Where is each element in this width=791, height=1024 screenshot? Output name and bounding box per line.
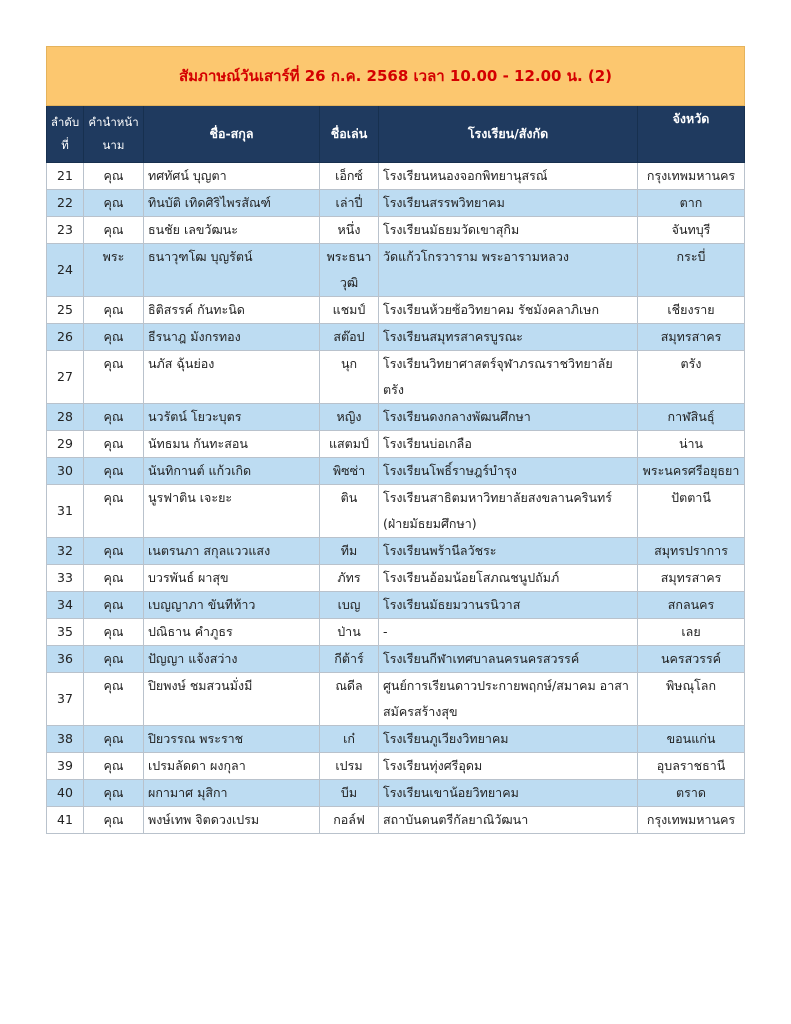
cell-school: โรงเรียนสรรพวิทยาคม	[379, 190, 638, 217]
table-row	[47, 244, 745, 297]
cell-prefix: คุณ	[84, 351, 144, 404]
table-row	[47, 297, 745, 324]
cell-nickname: แชมป์	[320, 297, 379, 324]
cell-nickname: ทีม	[320, 538, 379, 565]
cell-no: 28	[47, 404, 84, 431]
col-header-prefix: คำนำหน้านาม	[84, 106, 144, 163]
table-row	[47, 807, 745, 834]
cell-name: นภัส ฉุ้นย่อง	[144, 351, 320, 404]
page-title: สัมภาษณ์วันเสาร์ที่ 26 ก.ค. 2568 เวลา 10.00 - 12.00 น. (2)	[47, 47, 745, 106]
cell-prefix: คุณ	[84, 753, 144, 780]
cell-name: นวรัตน์ โยวะบุตร	[144, 404, 320, 431]
cell-no: 22	[47, 190, 84, 217]
cell-no: 30	[47, 458, 84, 485]
cell-prefix: คุณ	[84, 807, 144, 834]
cell-no: 35	[47, 619, 84, 646]
cell-no: 21	[47, 163, 84, 190]
cell-province: สมุทรสาคร	[638, 324, 745, 351]
table-row	[47, 619, 745, 646]
cell-nickname: กีต้าร์	[320, 646, 379, 673]
cell-name: ธิติสรรค์ กันทะนิด	[144, 297, 320, 324]
cell-province: ปัตตานี	[638, 485, 745, 538]
cell-name: ธนาวุฑโฒ บุญรัตน์	[144, 244, 320, 297]
cell-province: นครสวรรค์	[638, 646, 745, 673]
cell-school: ศูนย์การเรียนดาวประกายพฤกษ์/สมาคม อาสาสมัครสร้างสุข	[379, 673, 638, 726]
cell-no: 36	[47, 646, 84, 673]
header-row	[47, 106, 745, 163]
cell-name: ปัญญา แจ้งสว่าง	[144, 646, 320, 673]
cell-school: โรงเรียนทุ่งศรีอุดม	[379, 753, 638, 780]
col-header-name: ชื่อ-สกุล	[144, 106, 320, 163]
cell-prefix: คุณ	[84, 163, 144, 190]
table-row	[47, 646, 745, 673]
cell-no: 29	[47, 431, 84, 458]
cell-school: โรงเรียนบ่อเกลือ	[379, 431, 638, 458]
cell-no: 31	[47, 485, 84, 538]
cell-nickname: บีม	[320, 780, 379, 807]
cell-name: นัทธมน กันทะสอน	[144, 431, 320, 458]
cell-prefix: คุณ	[84, 565, 144, 592]
cell-province: เชียงราย	[638, 297, 745, 324]
cell-province: พิษณุโลก	[638, 673, 745, 726]
cell-province: ตรัง	[638, 351, 745, 404]
cell-province: ตราด	[638, 780, 745, 807]
table-row	[47, 163, 745, 190]
table-row	[47, 190, 745, 217]
cell-no: 37	[47, 673, 84, 726]
cell-name: ธีรนาฎ มังกรทอง	[144, 324, 320, 351]
table-row	[47, 753, 745, 780]
cell-province: กรุงเทพมหานคร	[638, 807, 745, 834]
table-row	[47, 673, 745, 726]
cell-name: ปณิธาน คำภูธร	[144, 619, 320, 646]
cell-school: โรงเรียนอ้อมน้อยโสภณชนูปถัมภ์	[379, 565, 638, 592]
cell-school: โรงเรียนกีฬาเทศบาลนครนครสวรรค์	[379, 646, 638, 673]
cell-school: โรงเรียนเขาน้อยวิทยาคม	[379, 780, 638, 807]
col-header-nickname: ชื่อเล่น	[320, 106, 379, 163]
cell-name: เนตรนภา สกุลแววแสง	[144, 538, 320, 565]
table-row	[47, 458, 745, 485]
cell-school: โรงเรียนดงกลางพัฒนศึกษา	[379, 404, 638, 431]
cell-nickname: ติน	[320, 485, 379, 538]
cell-province: อุบลราชธานี	[638, 753, 745, 780]
cell-no: 23	[47, 217, 84, 244]
cell-school: โรงเรียนสาธิตมหาวิทยาลัยสงขลานครินทร์ (ฝ่ายมัธยมศึกษา)	[379, 485, 638, 538]
cell-prefix: คุณ	[84, 431, 144, 458]
cell-nickname: นุก	[320, 351, 379, 404]
cell-province: เลย	[638, 619, 745, 646]
cell-nickname: หนึ่ง	[320, 217, 379, 244]
table-row	[47, 565, 745, 592]
cell-school: โรงเรียนโพธิ์ราษฎร์บำรุง	[379, 458, 638, 485]
cell-school: โรงเรียนมัธยมวัดเขาสุกิม	[379, 217, 638, 244]
cell-nickname: กอล์ฟ	[320, 807, 379, 834]
col-header-province: จังหวัด	[638, 106, 745, 163]
cell-school: โรงเรียนภูเวียงวิทยาคม	[379, 726, 638, 753]
cell-name: ปิยพงษ์ ชมสวนมั่งมี	[144, 673, 320, 726]
table-row	[47, 217, 745, 244]
cell-prefix: คุณ	[84, 780, 144, 807]
table-row	[47, 324, 745, 351]
cell-name: บวรพันธ์ ผาสุข	[144, 565, 320, 592]
cell-province: น่าน	[638, 431, 745, 458]
cell-school: สถาบันดนตรีกัลยาณิวัฒนา	[379, 807, 638, 834]
cell-nickname: หญิง	[320, 404, 379, 431]
cell-nickname: เอ็กซ์	[320, 163, 379, 190]
cell-no: 27	[47, 351, 84, 404]
cell-school: -	[379, 619, 638, 646]
cell-nickname: ณดีล	[320, 673, 379, 726]
cell-name: ผกามาศ มุสิกา	[144, 780, 320, 807]
cell-prefix: คุณ	[84, 404, 144, 431]
cell-nickname: พิซซ่า	[320, 458, 379, 485]
cell-prefix: คุณ	[84, 673, 144, 726]
cell-province: กรุงเทพมหานคร	[638, 163, 745, 190]
table-body	[47, 163, 745, 834]
cell-no: 39	[47, 753, 84, 780]
cell-no: 32	[47, 538, 84, 565]
table-row	[47, 726, 745, 753]
cell-prefix: คุณ	[84, 485, 144, 538]
cell-name: ทินบัติ เทิดศิริไพรสัณฑ์	[144, 190, 320, 217]
cell-name: ปิยวรรณ พระราช	[144, 726, 320, 753]
cell-name: ธนชัย เลขวัฒนะ	[144, 217, 320, 244]
table-row	[47, 351, 745, 404]
cell-prefix: คุณ	[84, 458, 144, 485]
table-row	[47, 485, 745, 538]
cell-province: ขอนแก่น	[638, 726, 745, 753]
cell-nickname: สต๊อป	[320, 324, 379, 351]
cell-province: สมุทรปราการ	[638, 538, 745, 565]
cell-school: โรงเรียนพร้านีลวัชระ	[379, 538, 638, 565]
cell-nickname: เก๋	[320, 726, 379, 753]
cell-prefix: คุณ	[84, 217, 144, 244]
cell-school: โรงเรียนห้วยซ้อวิทยาคม รัชมังคลาภิเษก	[379, 297, 638, 324]
cell-nickname: เบญ	[320, 592, 379, 619]
interview-schedule-table	[46, 46, 745, 834]
cell-name: นันทิกานต์ แก้วเกิด	[144, 458, 320, 485]
cell-province: จันทบุรี	[638, 217, 745, 244]
cell-no: 40	[47, 780, 84, 807]
cell-no: 38	[47, 726, 84, 753]
cell-name: นูรฟาติน เจะยะ	[144, 485, 320, 538]
table-row	[47, 404, 745, 431]
cell-prefix: คุณ	[84, 538, 144, 565]
cell-prefix: คุณ	[84, 190, 144, 217]
table-row	[47, 431, 745, 458]
cell-nickname: ป่าน	[320, 619, 379, 646]
cell-prefix: คุณ	[84, 592, 144, 619]
table-row	[47, 538, 745, 565]
cell-school: โรงเรียนหนองจอกพิทยานุสรณ์	[379, 163, 638, 190]
cell-no: 34	[47, 592, 84, 619]
cell-prefix: พระ	[84, 244, 144, 297]
cell-name: เปรมลัดดา ผงกุลา	[144, 753, 320, 780]
cell-province: กาฬสินธุ์	[638, 404, 745, 431]
cell-name: ทศทัศน์ บุญตา	[144, 163, 320, 190]
col-header-school: โรงเรียน/สังกัด	[379, 106, 638, 163]
cell-no: 26	[47, 324, 84, 351]
cell-province: สมุทรสาคร	[638, 565, 745, 592]
cell-province: กระบี่	[638, 244, 745, 297]
cell-nickname: เปรม	[320, 753, 379, 780]
cell-province: สกลนคร	[638, 592, 745, 619]
cell-province: พระนครศรีอยุธยา	[638, 458, 745, 485]
cell-school: โรงเรียนวิทยาศาสตร์จุฬาภรณราชวิทยาลัย ตรัง	[379, 351, 638, 404]
cell-prefix: คุณ	[84, 297, 144, 324]
title-row	[47, 47, 745, 106]
cell-prefix: คุณ	[84, 726, 144, 753]
cell-nickname: พระธนาวุฒิ	[320, 244, 379, 297]
cell-name: เบญญาภา ขันทีท้าว	[144, 592, 320, 619]
cell-prefix: คุณ	[84, 619, 144, 646]
cell-no: 41	[47, 807, 84, 834]
cell-no: 25	[47, 297, 84, 324]
cell-school: วัดแก้วโกรวาราม พระอารามหลวง	[379, 244, 638, 297]
cell-prefix: คุณ	[84, 646, 144, 673]
cell-school: โรงเรียนสมุทรสาครบูรณะ	[379, 324, 638, 351]
cell-name: พงษ์เทพ จิตดวงเปรม	[144, 807, 320, 834]
col-header-no: ลำดับที่	[47, 106, 84, 163]
table-row	[47, 592, 745, 619]
table-row	[47, 780, 745, 807]
cell-nickname: เล่าปี่	[320, 190, 379, 217]
cell-province: ตาก	[638, 190, 745, 217]
cell-prefix: คุณ	[84, 324, 144, 351]
cell-no: 33	[47, 565, 84, 592]
cell-no: 24	[47, 244, 84, 297]
cell-nickname: ภัทร	[320, 565, 379, 592]
cell-school: โรงเรียนมัธยมวานรนิวาส	[379, 592, 638, 619]
cell-nickname: แสตมป์	[320, 431, 379, 458]
